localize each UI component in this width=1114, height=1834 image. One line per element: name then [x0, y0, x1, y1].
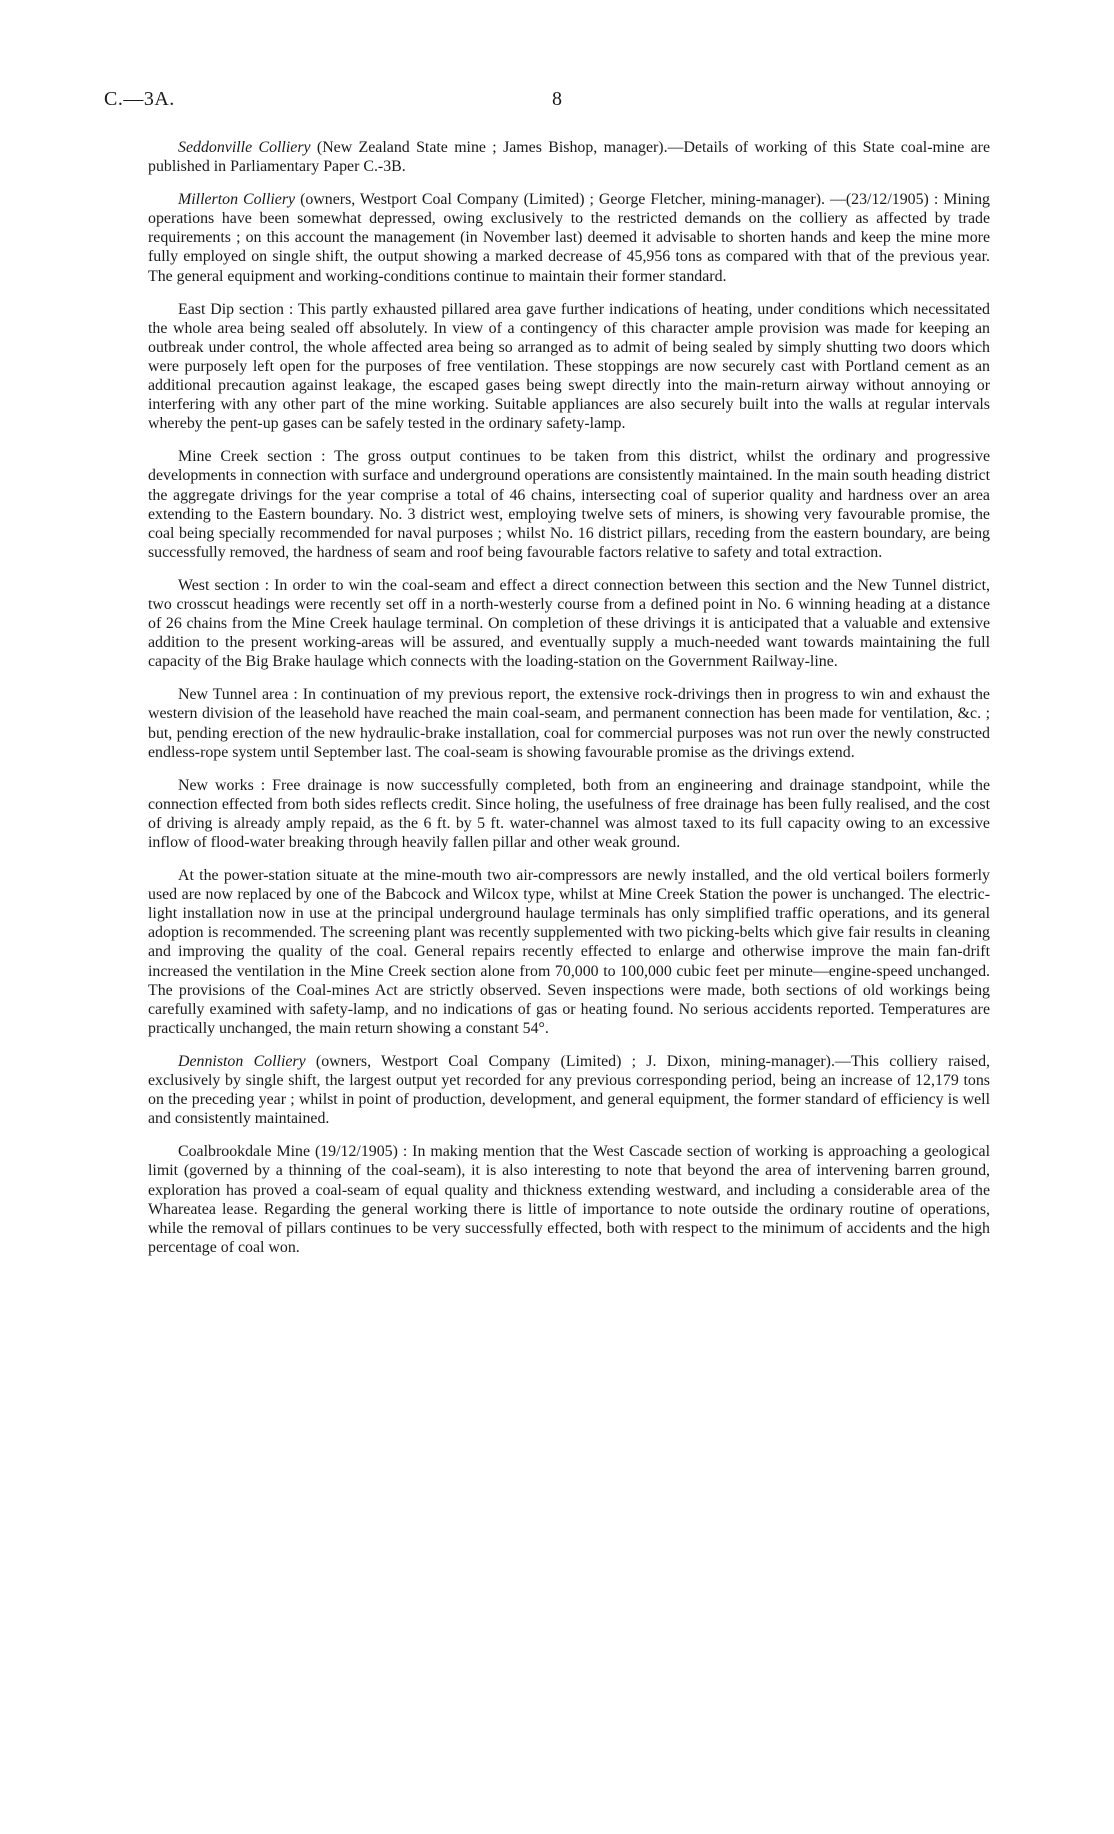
- paragraph-text: (owners, Westport Coal Company (Limited) ; George Fletcher, mining-manager). —(23/12/1905) : Mining operations have been somewhat depressed, owing exclusively to the restricted demands on the colliery as affected by trade requirements ; on this account the management (in November last) deemed it advisable to shorten hands and keep the mine more fully employed on single shift, the output showing a marked decrease of 45,956 tons as compared with that of the previous year. The general equipment and working-conditions continue to maintain their former standard.: [148, 191, 991, 285]
- paragraph-new-tunnel: [148, 685, 990, 761]
- paragraph-denniston: [148, 1052, 990, 1128]
- paragraph-text: West section : In order to win the coal-seam and effect a direct connection between this section and the New Tunnel district, two crosscut headings were recently set off in a north-westerly course from a defined point in No. 6 winning heading at a distance of 26 chains from the Mine Creek haulage terminal. On completion of these drivings it is anticipated that a valuable and extensive addition to the present working-areas will be assured, and eventually supply a much-needed want towards maintaining the full capacity of the Big Brake haulage which connects with the loading-station on the Government Railway-line.: [148, 576, 990, 671]
- colliery-name: Seddonville Colliery: [178, 139, 311, 156]
- paragraph-text: New Tunnel area : In continuation of my previous report, the extensive rock-drivings then in progress to win and exhaust the western division of the leasehold have reached the main coal-seam, and permanent connection has been made for ventilation, &c. ; but, pending erection of the new hydraulic-brake installation, coal for commercial purposes was not run over the newly constructed endless-rope system until September last. The coal-seam is showing favourable promise as the drivings extend.: [148, 686, 990, 761]
- paragraph-text: At the power-station situate at the mine-mouth two air-compressors are newly installed, and the old vertical boilers formerly used are now replaced by one of the Babcock and Wilcox type, whilst at Mine Creek Station the power is unchanged. The electric-light installation now in use at the principal underground haulage terminals has only simplified traffic operations, and its general adoption is recommended. The screening plant was recently supplemented with two picking-belts which give fair results in cleaning and improving the quality of the coal. General repairs recently effected to enlarge and otherwise improve the main fan-drift increased the ventilation in the Mine Creek section alone from 70,000 to 100,000 cubic feet per minute—engine-speed unchanged. The provisions of the Coal-mines Act are strictly observed. Seven inspections were made, both sections of old workings being carefully examined with safety-lamp, and no indications of gas or heating found. No serious accidents reported. Temperatures are practically unchanged, the main return showing a constant 54°.: [148, 867, 990, 1037]
- paragraph-text: (New Zealand State mine ; James Bishop, manager).—Details of working of this State coal-mine are published in Parliamentary Paper C.-3B.: [148, 139, 990, 176]
- document-body: [148, 138, 990, 1271]
- paragraph-text: (owners, Westport Coal Company (Limited) ; J. Dixon, mining-manager).—This colliery raised, exclusively by single shift, the largest output yet recorded for any previous corresponding period, being an increase of 12,179 tons on the preceding year ; whilst in point of production, development, and general equipment, the former standard of efficiency is well and consistently maintained.: [148, 1052, 990, 1128]
- colliery-name: Denniston Colliery: [178, 1052, 306, 1070]
- paragraph-west-section: [148, 576, 990, 671]
- paragraph-millerton: [148, 190, 990, 285]
- paragraph-mine-creek: [148, 447, 990, 562]
- running-head: [100, 88, 1014, 112]
- paragraph-coalbrookdale: [148, 1142, 990, 1257]
- paragraph-text: Mine Creek section : The gross output continues to be taken from this district, whilst the ordinary and progressive developments in connection with surface and underground operations are consistently maintained. In the main south heading district the aggregate drivings for the year comprise a total of 46 chains, intersecting coal of superior quality and hardness over an area extending to the Eastern boundary. No. 3 district west, employing twelve sets of miners, is showing very favourable promise, the coal being specially recommended for naval purposes ; whilst No. 16 district pillars, receding from the eastern boundary, are being successfully removed, the hardness of seam and roof being favourable factors relative to safety and total extraction.: [148, 448, 990, 561]
- colliery-name: Millerton Colliery: [178, 191, 296, 209]
- paragraph-text: East Dip section : This partly exhausted pillared area gave further indications of heating, under conditions which necessitated the whole area being sealed off absolutely. In view of a contingency of this character ample provision was made for keeping an outbreak under control, the whole affected area being so arranged as to admit of being sealed by simply shutting two doors which were purposely left open for the purposes of free ventilation. These stoppings are now securely cast with Portland cement as an additional precaution against leakage, the escaped gases being swept directly into the main-return airway without annoying or interfering with any other part of the mine working. Suitable appliances are also securely built into the walls at regular intervals whereby the pent-up gases can be safely tested in the ordinary safety-lamp.: [148, 300, 990, 433]
- paragraph-new-works: [148, 776, 990, 852]
- paragraph-power-station: [148, 866, 990, 1038]
- paragraph-text: New works : Free drainage is now successfully completed, both from an engineering and drainage standpoint, while the connection effected from both sides reflects credit. Since holing, the usefulness of free drainage has been fully realised, and the cost of driving is already amply repaid, as the 6 ft. by 5 ft. water-channel was almost taxed to its full capacity owing to an excessive inflow of flood-water breaking through heavily fallen pillar and other weak ground.: [148, 776, 990, 851]
- paragraph-text: Coalbrookdale Mine (19/12/1905) : In making mention that the West Cascade section of working is approaching a geological limit (governed by a thinning of the coal-seam), it is also interesting to note that beyond the area of intervening barren ground, exploration has proved a coal-seam of equal quality and thickness extending westward, and including a considerable area of the Whareatea lease. Regarding the general working there is little of importance to note outside the ordinary routine of operations, while the removal of pillars continues to be very successfully effected, both with respect to the minimum of accidents and the high percentage of coal won.: [148, 1143, 990, 1256]
- document-code: C.—3A.: [104, 88, 175, 110]
- page-number: 8: [552, 88, 562, 110]
- paragraph-east-dip: [148, 300, 990, 434]
- paragraph-seddonville: [148, 138, 990, 176]
